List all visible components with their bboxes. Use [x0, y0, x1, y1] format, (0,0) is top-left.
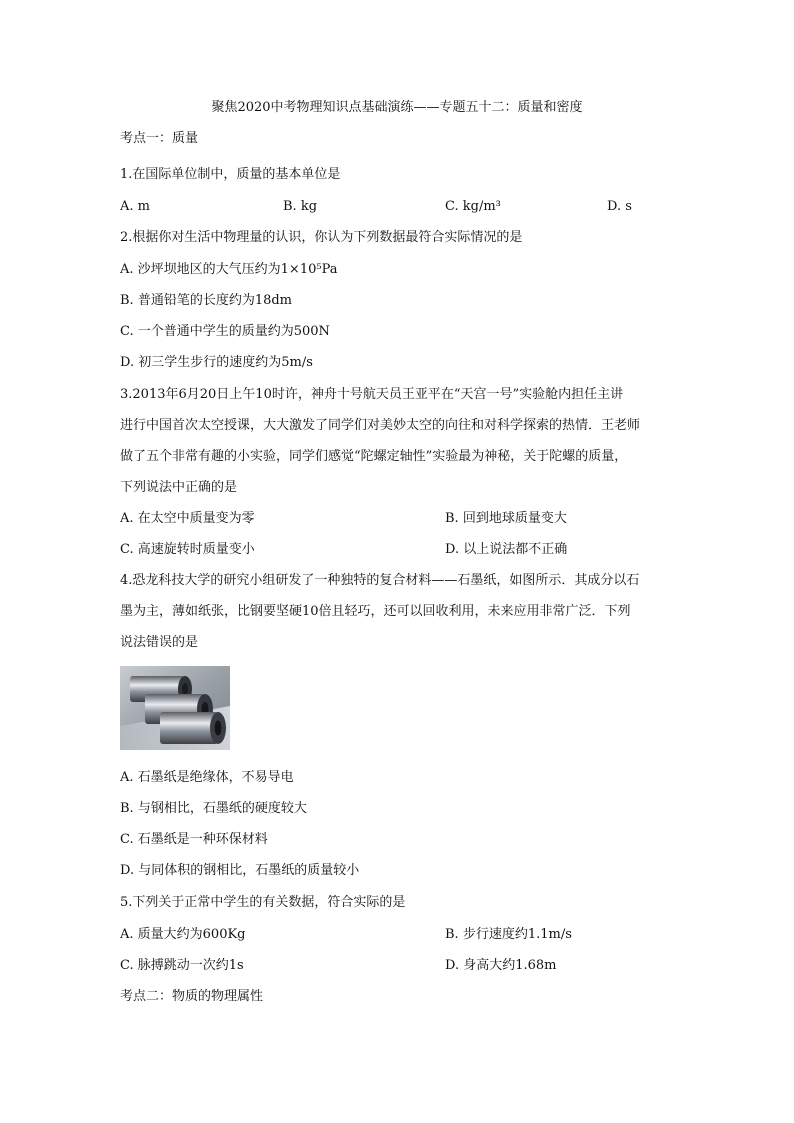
question-3-options-row-1	[120, 510, 680, 528]
question-5-option-c: C. 脉搏跳动一次约1s	[120, 958, 244, 973]
graphite-paper-photo	[120, 666, 230, 750]
section-heading-mass: 考点一：质量	[120, 131, 199, 146]
question-4-stem-line-1: 4.恐龙科技大学的研究小组研发了一种独特的复合材料——石墨纸，如图所示．其成分以石	[120, 573, 640, 588]
question-1-option-a: A. m	[120, 199, 150, 214]
question-3-stem-line-4: 下列说法中正确的是	[120, 480, 238, 495]
question-1-option-d: D. s	[607, 199, 632, 214]
question-3-stem-line-3: 做了五个非常有趣的小实验，同学们感觉“陀螺定轴性”实验最为神秘，关于陀螺的质量，	[120, 449, 628, 464]
question-2-option-b: B. 普通铅笔的长度约为18dm	[120, 293, 293, 308]
question-3-option-c: C. 高速旋转时质量变小	[120, 542, 255, 557]
section-heading-physical-properties: 考点二：物质的物理属性	[120, 989, 264, 1004]
question-1-options	[120, 198, 680, 216]
question-5-option-b: B. 步行速度约1.1m/s	[445, 927, 572, 942]
question-5-options-row-2	[120, 957, 680, 975]
question-5-options-row-1	[120, 926, 680, 944]
question-1-option-c: C. kg/m³	[445, 199, 501, 214]
question-2-option-a: A. 沙坪坝地区的大气压约为1×10⁵Pa	[120, 262, 338, 277]
question-4-stem-line-3: 说法错误的是	[120, 635, 199, 650]
question-3-stem-line-2: 进行中国首次太空授课，大大激发了同学们对美妙太空的向往和对科学探索的热情．王老师	[120, 418, 641, 433]
question-3-option-a: A. 在太空中质量变为零	[120, 511, 255, 526]
question-5-option-d: D. 身高大约1.68m	[445, 958, 557, 973]
question-5-option-a: A. 质量大约为600Kg	[120, 927, 246, 942]
question-3-options-row-2	[120, 541, 680, 559]
question-4-stem-line-2: 墨为主，薄如纸张，比钢要坚硬10倍且轻巧，还可以回收利用，未来应用非常广泛．下列	[120, 604, 631, 619]
question-4-option-b: B. 与钢相比，石墨纸的硬度较大	[120, 801, 307, 816]
graphite-rolls-image	[120, 666, 230, 750]
question-3-option-b: B. 回到地球质量变大	[445, 511, 567, 526]
question-4-option-a: A. 石墨纸是绝缘体，不易导电	[120, 770, 294, 785]
question-2-stem: 2.根据你对生活中物理量的认识，你认为下列数据最符合实际情况的是	[120, 230, 523, 245]
page-title: 聚焦2020中考物理知识点基础演练——专题五十二：质量和密度	[211, 100, 583, 115]
question-3-stem-line-1: 3.2013年6月20日上午10时许，神舟十号航天员王亚平在“天宫一号”实验舱内担任主讲	[120, 387, 624, 402]
question-3-option-d: D. 以上说法都不正确	[445, 542, 568, 557]
question-4-option-d: D. 与同体积的钢相比，石墨纸的质量较小	[120, 863, 360, 878]
question-4-option-c: C. 石墨纸是一种环保材料	[120, 832, 268, 847]
question-2-option-c: C. 一个普通中学生的质量约为500N	[120, 324, 330, 339]
question-5-stem: 5.下列关于正常中学生的有关数据，符合实际的是	[120, 895, 406, 910]
question-1-option-b: B. kg	[283, 199, 318, 214]
question-1-stem: 1.在国际单位制中，质量的基本单位是	[120, 167, 341, 182]
question-2-option-d: D. 初三学生步行的速度约为5m/s	[120, 355, 313, 370]
